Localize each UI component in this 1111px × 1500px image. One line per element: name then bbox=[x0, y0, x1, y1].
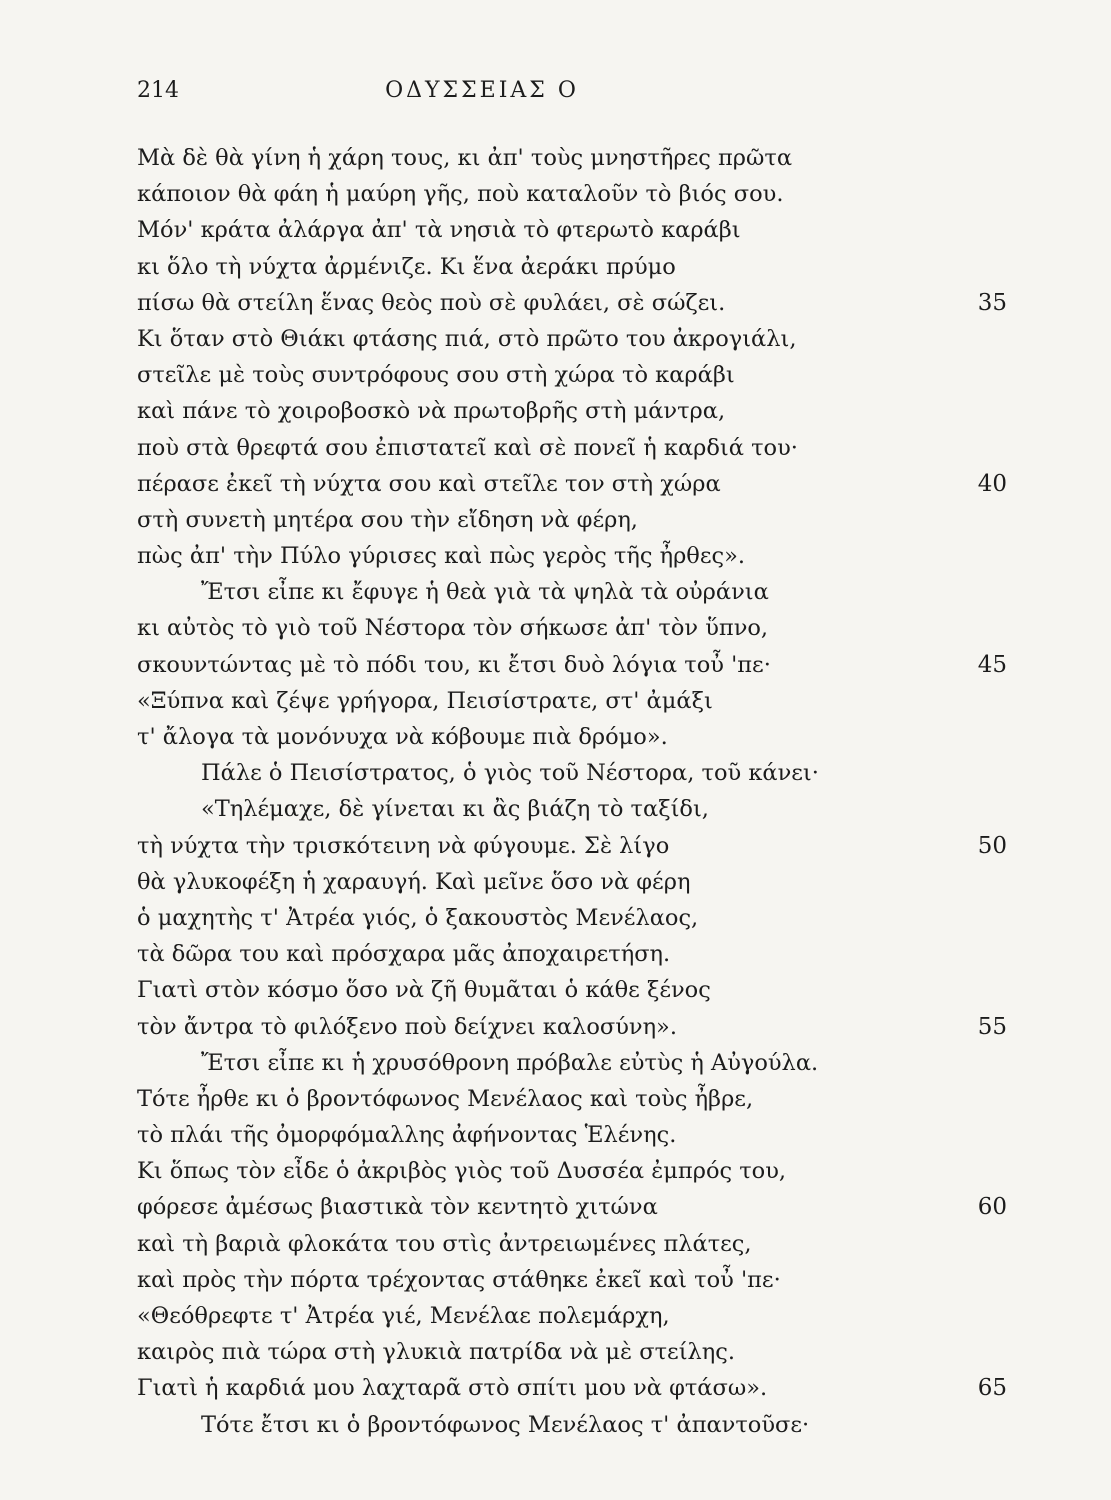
page-header bbox=[137, 78, 1007, 114]
verse-text: Κι ὅταν στὸ Θιάκι φτάσης πιά, στὸ πρῶτο του ἀκρογιάλι, bbox=[137, 325, 797, 352]
verse-text: Γιατὶ ἡ καρδιά μου λαχταρᾶ στὸ σπίτι μου νὰ φτάσω». bbox=[137, 1375, 768, 1402]
verse-line bbox=[137, 1153, 1007, 1189]
verse-text: Μόν' κράτα ἀλάργα ἀπ' τὰ νησιὰ τὸ φτερωτὸ καράβι bbox=[137, 217, 741, 244]
verse-text: πίσω θὰ στείλη ἕνας θεὸς ποὺ σὲ φυλάει, σὲ σώζει. bbox=[137, 289, 726, 316]
verse-line bbox=[137, 683, 1007, 719]
verse-text: κι ὅλο τὴ νύχτα ἀρμένιζε. Κι ἕνα ἀεράκι πρύμο bbox=[137, 253, 676, 280]
line-number: 40 bbox=[977, 470, 1007, 497]
verse-text: ποὺ στὰ θρεφτά σου ἐπιστατεῖ καὶ σὲ πονεῖ ἡ καρδιά του· bbox=[137, 434, 798, 461]
verse-text: Πάλε ὁ Πεισίστρατος, ὁ γιὸς τοῦ Νέστορα, τοῦ κάνει· bbox=[201, 760, 819, 787]
verse-text: καὶ πάνε τὸ χοιροβοσκὸ νὰ πρωτοβρῆς στὴ μάντρα, bbox=[137, 398, 726, 425]
verse-line bbox=[137, 1334, 1007, 1370]
verse-line bbox=[137, 538, 1007, 574]
verse-text: κι αὐτὸς τὸ γιὸ τοῦ Νέστορα τὸν σήκωσε ἀπ' τὸν ὕπνο, bbox=[137, 615, 769, 642]
line-number: 50 bbox=[977, 832, 1007, 859]
verse-line bbox=[137, 1045, 1007, 1081]
verse-line bbox=[137, 430, 1007, 466]
verse-line bbox=[137, 900, 1007, 936]
verse-text: Ἔτσι εἶπε κι ἡ χρυσόθρονη πρόβαλε εὐτὺς ἡ Αὐγούλα. bbox=[201, 1049, 819, 1076]
verse-text: καιρὸς πιὰ τώρα στὴ γλυκιὰ πατρίδα νὰ μὲ στείλης. bbox=[137, 1339, 736, 1366]
verse-text: πὼς ἀπ' τὴν Πύλο γύρισες καὶ πὼς γερὸς τῆς ἦρθες». bbox=[137, 543, 746, 570]
verse-line bbox=[137, 285, 1007, 321]
verse-text: καὶ τὴ βαριὰ φλοκάτα του στὶς ἀντρειωμένες πλάτες, bbox=[137, 1230, 752, 1257]
verse-line bbox=[137, 466, 1007, 502]
verse-line bbox=[137, 574, 1007, 610]
line-number: 45 bbox=[977, 651, 1007, 678]
verse-line bbox=[137, 1226, 1007, 1262]
verse-line bbox=[137, 1189, 1007, 1225]
verse-text: καὶ πρὸς τὴν πόρτα τρέχοντας στάθηκε ἐκεῖ καὶ τοὖ 'πε· bbox=[137, 1266, 781, 1293]
verse-line bbox=[137, 140, 1007, 176]
verse-line bbox=[137, 972, 1007, 1008]
verse-line bbox=[137, 755, 1007, 791]
verse-text: «Τηλέμαχε, δὲ γίνεται κι ἂς βιάζη τὸ ταξίδι, bbox=[201, 796, 709, 823]
verse-text: σκουντώντας μὲ τὸ πόδι του, κι ἔτσι δυὸ λόγια τοὖ 'πε· bbox=[137, 651, 771, 678]
verse-line bbox=[137, 321, 1007, 357]
verse-line bbox=[137, 1117, 1007, 1153]
verse-text: ὁ μαχητὴς τ' Ἀτρέα γιός, ὁ ξακουστὸς Μενέλαος, bbox=[137, 904, 699, 931]
verse-text: Μὰ δὲ θὰ γίνη ἡ χάρη τους, κι ἀπ' τοὺς μνηστῆρες πρῶτα bbox=[137, 145, 793, 171]
verse-line bbox=[137, 502, 1007, 538]
page-number: 214 bbox=[137, 78, 179, 103]
verse-text: τὸν ἄντρα τὸ φιλόξενο ποὺ δείχνει καλοσύνη». bbox=[137, 1013, 677, 1040]
verse-line bbox=[137, 828, 1007, 864]
verse-text: Κι ὅπως τὸν εἶδε ὁ ἀκριβὸς γιὸς τοῦ Δυσσέα ἐμπρός του, bbox=[137, 1158, 787, 1185]
verse-line bbox=[137, 936, 1007, 972]
line-number: 35 bbox=[977, 289, 1007, 316]
verse-text: κάποιον θὰ φάη ἡ μαύρη γῆς, ποὺ καταλοῦν τὸ βιός σου. bbox=[137, 181, 784, 208]
verse-text: Τότε ἔτσι κι ὁ βροντόφωνος Μενέλαος τ' ἀπαντοῦσε· bbox=[201, 1411, 810, 1438]
verse-text: Γιατὶ στὸν κόσμο ὅσο νὰ ζῆ θυμᾶται ὁ κάθε ξένος bbox=[137, 977, 711, 1004]
verse-line bbox=[137, 864, 1007, 900]
line-number: 65 bbox=[977, 1375, 1007, 1402]
verse-line bbox=[137, 791, 1007, 827]
verse-text: στεῖλε μὲ τοὺς συντρόφους σου στὴ χώρα τὸ καράβι bbox=[137, 362, 735, 389]
line-number: 60 bbox=[977, 1194, 1007, 1221]
verse-text: τὸ πλάι τῆς ὀμορφόμαλλης ἀφήνοντας Ἑλένης. bbox=[137, 1122, 677, 1149]
verse-line bbox=[137, 1298, 1007, 1334]
verse-line bbox=[137, 610, 1007, 646]
verse-line bbox=[137, 249, 1007, 285]
verse-line bbox=[137, 719, 1007, 755]
verse-line bbox=[137, 176, 1007, 212]
verse-text: τ' ἄλογα τὰ μονόνυχα νὰ κόβουμε πιὰ δρόμο». bbox=[137, 724, 668, 750]
verse-text: θὰ γλυκοφέξη ἡ χαραυγή. Καὶ μεῖνε ὅσο νὰ φέρη bbox=[137, 868, 691, 895]
verse-line bbox=[137, 212, 1007, 248]
verse-line bbox=[137, 647, 1007, 683]
verse-text: «Θεόθρεφτε τ' Ἀτρέα γιέ, Μενέλαε πολεμάρχη, bbox=[137, 1303, 670, 1329]
verse-text: στὴ συνετὴ μητέρα σου τὴν εἴδηση νὰ φέρη, bbox=[137, 506, 638, 533]
verse-line bbox=[137, 357, 1007, 393]
verse-text: «Ξύπνα καὶ ζέψε γρήγορα, Πεισίστρατε, στ' ἀμάξι bbox=[137, 687, 713, 714]
verse-text: τὰ δῶρα του καὶ πρόσχαρα μᾶς ἀποχαιρετήση. bbox=[137, 941, 671, 968]
verse-line bbox=[137, 393, 1007, 429]
verse-text: Ἔτσι εἶπε κι ἔφυγε ἡ θεὰ γιὰ τὰ ψηλὰ τὰ οὐράνια bbox=[201, 579, 769, 606]
verse-text: πέρασε ἐκεῖ τὴ νύχτα σου καὶ στεῖλε τον στὴ χώρα bbox=[137, 470, 721, 497]
verse-text: φόρεσε ἀμέσως βιαστικὰ τὸν κεντητὸ χιτώνα bbox=[137, 1194, 658, 1221]
verse-line bbox=[137, 1407, 1007, 1443]
verse-text: τὴ νύχτα τὴν τρισκότεινη νὰ φύγουμε. Σὲ λίγο bbox=[137, 832, 670, 859]
running-title: ΟΔΥΣΣΕΙΑΣ Ο bbox=[385, 78, 579, 103]
verse-line bbox=[137, 1370, 1007, 1406]
line-number: 55 bbox=[977, 1013, 1007, 1040]
verse-line bbox=[137, 1262, 1007, 1298]
verse-block bbox=[137, 140, 1007, 1443]
verse-line bbox=[137, 1081, 1007, 1117]
verse-text: Τότε ἦρθε κι ὁ βροντόφωνος Μενέλαος καὶ τοὺς ἦβρε, bbox=[137, 1085, 754, 1112]
verse-line bbox=[137, 1009, 1007, 1045]
